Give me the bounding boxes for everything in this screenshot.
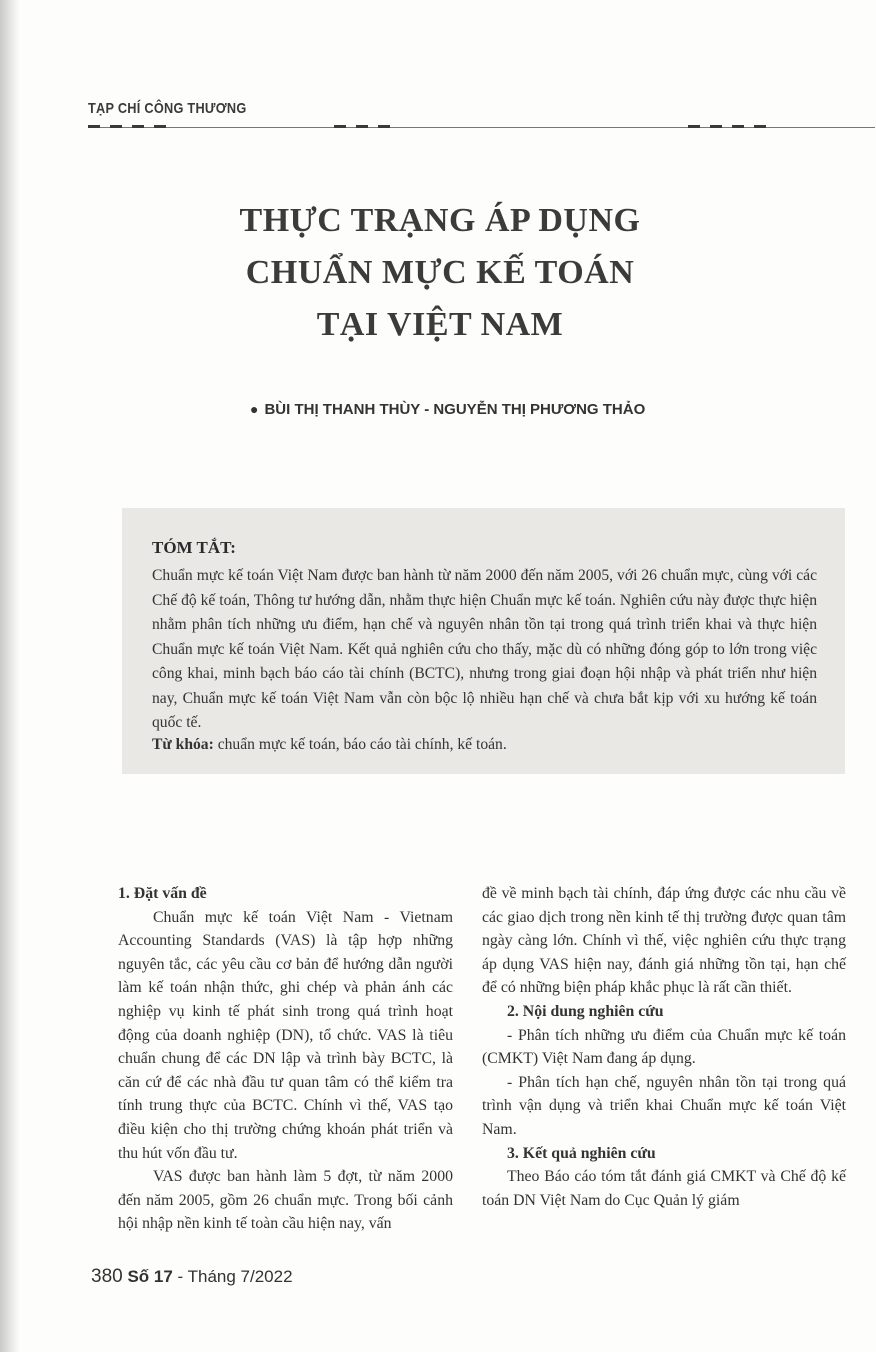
- keywords: [152, 736, 817, 754]
- title-line-3: TẠI VIỆT NAM: [316, 306, 564, 343]
- header-dash: [754, 125, 766, 128]
- header-dash: [154, 125, 166, 128]
- header-dash: [88, 125, 100, 128]
- header-dash: [334, 125, 346, 128]
- section-1-paragraph-2-continued: đề về minh bạch tài chính, đáp ứng được các nhu cầu về các giao dịch trong nền kinh tế thị trường được quan tâm ngày càng lớn. Chính vì thế, việc nghiên cứu thực trạng áp dụng VAS hiện nay, đánh giá những tồn tại, hạn chế để có những biện pháp khắc phục là rất cần thiết.: [482, 885, 846, 997]
- issue-date: - Tháng 7/2022: [177, 1267, 293, 1286]
- header-dash: [110, 125, 122, 128]
- article-title: [150, 195, 730, 351]
- journal-header: [88, 100, 875, 118]
- column-right: [482, 882, 846, 1212]
- keywords-text: chuẩn mực kế toán, báo cáo tài chính, kế toán.: [217, 736, 507, 753]
- authors: BÙI THỊ THANH THÙY - NGUYỄN THỊ PHƯƠNG THẢO: [264, 401, 646, 418]
- page-footer: [91, 1266, 293, 1288]
- section-2-item-2: - Phân tích hạn chế, nguyên nhân tồn tại trong quá trình vận dụng và triển khai Chuẩn mực kế toán Việt Nam.: [482, 1073, 846, 1138]
- column-left: [118, 882, 453, 1236]
- section-2-item-1: - Phân tích những ưu điểm của Chuẩn mực kế toán (CMKT) Việt Nam đang áp dụng.: [482, 1026, 846, 1068]
- section-1-paragraph-1: Chuẩn mực kế toán Việt Nam - Vietnam Accounting Standards (VAS) là tập hợp những nguyên tắc, các yêu cầu cơ bản để hướng dẫn người làm kế toán nhận thức, ghi chép và phản ánh các nghiệp vụ kinh tế phát sinh trong quá trình hoạt động của doanh nghiệp (DN), tổ chức. VAS là tiêu chuẩn chung để các DN lập và trình bày BCTC, là căn cứ để các nhà đầu tư quan tâm có thể kiểm tra tính trung thực của BCTC. Chính vì thế, VAS tạo điều kiện cho thị trường chứng khoán phát triển và thu hút vốn đầu tư.: [118, 908, 453, 1162]
- header-dash: [688, 125, 700, 128]
- title-line-1: THỰC TRẠNG ÁP DỤNG: [239, 202, 641, 239]
- section-2-heading: 2. Nội dung nghiên cứu: [507, 1002, 664, 1020]
- header-dash: [710, 125, 722, 128]
- section-3-paragraph-1: Theo Báo cáo tóm tắt đánh giá CMKT và Chế độ kế toán DN Việt Nam do Cục Quản lý giám: [482, 1168, 846, 1209]
- issue-number: Số 17: [127, 1267, 173, 1286]
- authors-line: [250, 401, 730, 418]
- section-1-paragraph-2: VAS được ban hành làm 5 đợt, từ năm 2000 đến năm 2005, gồm 26 chuẩn mực. Trong bối cảnh hội nhập nền kinh tế toàn cầu hiện nay, vấn: [118, 1168, 453, 1233]
- title-line-2: CHUẨN MỰC KẾ TOÁN: [245, 254, 635, 291]
- page-edge-shadow: [0, 0, 20, 1352]
- abstract-body: [152, 564, 817, 736]
- header-dash: [132, 125, 144, 128]
- page-number: 380: [91, 1266, 123, 1287]
- header-dash: [378, 125, 390, 128]
- abstract-paragraph: Chuẩn mực kế toán Việt Nam được ban hành từ năm 2000 đến năm 2005, với 26 chuẩn mực, cùng với các Chế độ kế toán, Thông tư hướng dẫn, nhằm thực hiện Chuẩn mực kế toán. Nghiên cứu này được thực hiện nhằm phân tích những ưu điểm, hạn chế và nguyên nhân tồn tại trong quá trình triển khai và thực hiện Chuẩn mực kế toán Việt Nam. Kết quả nghiên cứu cho thấy, mặc dù có những đóng góp to lớn trong việc công khai, minh bạch báo cáo tài chính (BCTC), nhưng trong giai đoạn hội nhập và phát triển như hiện nay, Chuẩn mực kế toán Việt Nam vẫn còn bộc lộ nhiều hạn chế và chưa bắt kịp với xu hướng kế toán quốc tế.: [152, 567, 817, 731]
- abstract-box: [122, 508, 845, 774]
- bullet-icon: ●: [250, 401, 259, 417]
- keywords-label: Từ khóa:: [152, 736, 214, 753]
- journal-name: TẠP CHÍ CÔNG THƯƠNG: [88, 100, 247, 117]
- header-dash: [732, 125, 744, 128]
- header-dash: [356, 125, 368, 128]
- section-1-heading: 1. Đặt vấn đề: [118, 885, 207, 902]
- section-3-heading: 3. Kết quả nghiên cứu: [507, 1144, 656, 1162]
- abstract-heading: TÓM TẮT:: [152, 538, 236, 557]
